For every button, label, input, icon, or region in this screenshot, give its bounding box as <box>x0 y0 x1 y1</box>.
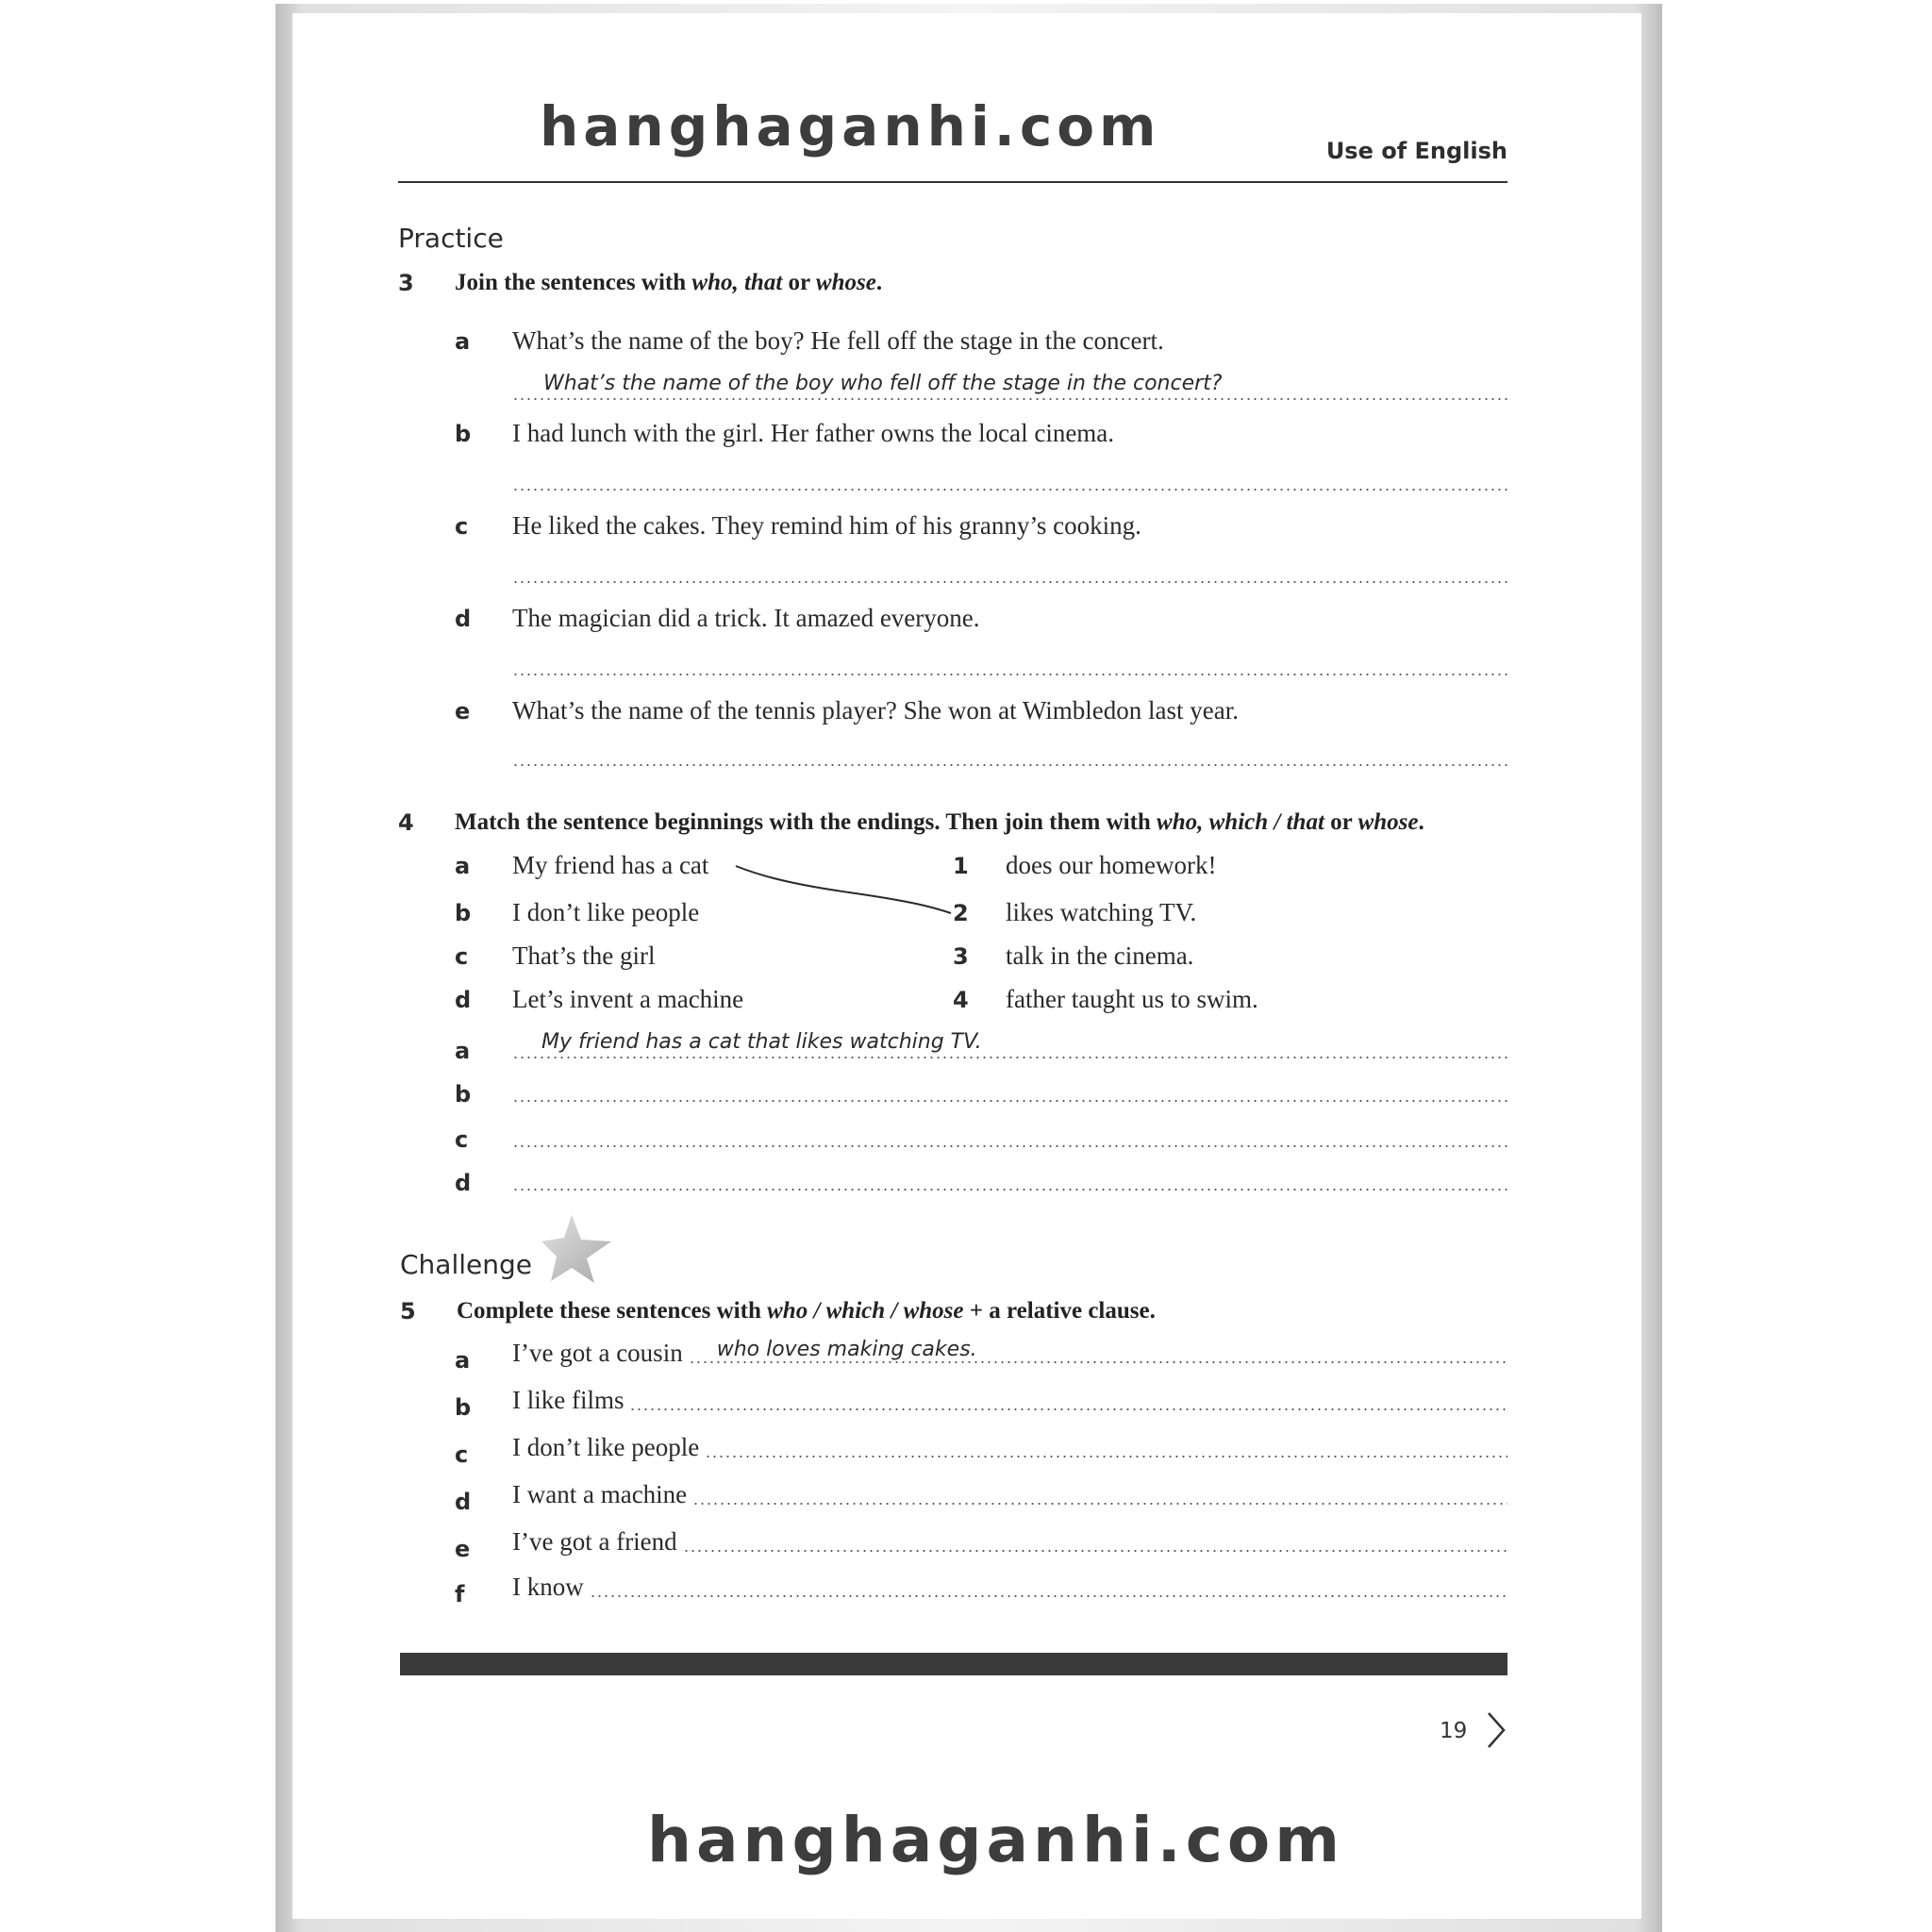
q5-stem-a: I’ve got a cousin <box>512 1339 683 1367</box>
watermark-bottom: hanghaganhi.com <box>647 1804 1344 1876</box>
q5-letter-c: c <box>455 1441 469 1468</box>
q5-stem-b: I like films <box>512 1386 625 1414</box>
q5-row-c[interactable] <box>512 1430 1507 1462</box>
watermark-top: hanghaganhi.com <box>540 94 1161 158</box>
q5-answer-line-b[interactable] <box>629 1408 1507 1410</box>
q3-letter-d: d <box>455 606 472 632</box>
header-section-label: Use of English <box>1325 138 1507 164</box>
q4-beginning-letter-a: a <box>455 853 471 879</box>
star-icon <box>541 1213 613 1285</box>
challenge-title: Challenge <box>400 1249 532 1280</box>
question-3-number: 3 <box>398 270 414 296</box>
q5-answer-line-a[interactable] <box>689 1338 1507 1363</box>
q5-letter-e: e <box>455 1536 471 1562</box>
q4-beginning-b: I don’t like people <box>512 898 700 926</box>
q4-beginning-d: Let’s invent a machine <box>512 985 744 1013</box>
q3-sentence-e: What’s the name of the tennis player? She won at Wimbledon last year. <box>512 696 1239 724</box>
q4-beginning-letter-b: b <box>455 900 472 926</box>
q4-ending-number-4: 4 <box>953 987 969 1013</box>
question-4-number: 4 <box>398 809 414 836</box>
q5-letter-d: d <box>455 1489 472 1515</box>
q5-stem-c: I don’t like people <box>512 1433 700 1461</box>
q4-beginning-letter-d: d <box>455 987 472 1013</box>
footer-bar <box>400 1653 1507 1675</box>
q3-handwritten-answer-a: What’s the name of the boy who fell off the stage in the concert? <box>543 372 1223 395</box>
q4-answer-letter-b: b <box>455 1081 472 1108</box>
q4-ending-number-2: 2 <box>953 900 969 926</box>
q5-row-e[interactable] <box>512 1524 1507 1557</box>
practice-title: Practice <box>398 223 504 254</box>
q5-answer-line-d[interactable] <box>692 1503 1507 1505</box>
q4-beginning-letter-c: c <box>455 943 469 970</box>
q5-handwritten-answer-a: who loves making cakes. <box>716 1338 977 1361</box>
q4-answer-letter-d: d <box>455 1170 472 1196</box>
q3-sentence-b: I had lunch with the girl. Her father owns the local cinema. <box>512 419 1115 447</box>
question-5-number: 5 <box>400 1298 416 1324</box>
q5-answer-line-e[interactable] <box>683 1550 1507 1552</box>
q5-answer-line-c[interactable] <box>705 1456 1507 1457</box>
q3-sentence-c: He liked the cakes. They remind him of his granny’s cooking. <box>512 511 1141 540</box>
q3-letter-b: b <box>455 421 472 447</box>
q5-row-f[interactable] <box>512 1570 1507 1602</box>
q4-beginning-c: That’s the girl <box>512 941 656 970</box>
q3-sentence-d: The magician did a trick. It amazed everyone. <box>512 604 980 632</box>
question-5-instruction: Complete these sentences with who / which / whose + a relative clause. <box>457 1298 1156 1324</box>
q4-beginning-a: My friend has a cat <box>512 851 709 879</box>
q4-ending-2: likes watching TV. <box>1006 898 1197 926</box>
chevron-right-icon[interactable] <box>1483 1709 1509 1751</box>
q5-letter-f: f <box>455 1581 465 1607</box>
q4-answer-line-d[interactable] <box>512 1189 1507 1191</box>
q4-handwritten-answer-a: My friend has a cat that likes watching TV. <box>541 1030 982 1054</box>
q5-row-a[interactable] <box>512 1336 1507 1368</box>
q4-ending-3: talk in the cinema. <box>1006 941 1194 970</box>
q5-stem-d: I want a machine <box>512 1480 688 1508</box>
question-4-instruction: Match the sentence beginnings with the endings. Then join them with who, which / that or whose. <box>455 809 1424 835</box>
q4-ending-number-3: 3 <box>953 943 969 970</box>
q4-answer-line-b[interactable] <box>512 1100 1507 1102</box>
page-number: 19 <box>1440 1719 1468 1743</box>
q5-answer-line-f[interactable] <box>590 1595 1507 1597</box>
q5-letter-b: b <box>455 1394 472 1421</box>
q4-answer-letter-c: c <box>455 1126 469 1153</box>
q5-row-b[interactable] <box>512 1383 1507 1415</box>
q3-sentence-a: What’s the name of the boy? He fell off the stage in the concert. <box>512 326 1164 355</box>
q3-letter-e: e <box>455 698 471 724</box>
q5-stem-e: I’ve got a friend <box>512 1527 677 1556</box>
q4-ending-1: does our homework! <box>1006 851 1217 879</box>
q5-stem-f: I know <box>512 1573 584 1601</box>
q4-answer-line-a[interactable] <box>512 1057 1507 1058</box>
q4-answer-letter-a: a <box>455 1038 471 1064</box>
q4-ending-number-1: 1 <box>953 853 969 879</box>
q4-ending-4: father taught us to swim. <box>1006 985 1258 1013</box>
q3-letter-a: a <box>455 328 471 355</box>
question-3-instruction: Join the sentences with who, that or whose. <box>455 270 883 295</box>
q3-letter-c: c <box>455 513 469 540</box>
q4-answer-line-c[interactable] <box>512 1145 1507 1147</box>
q5-row-d[interactable] <box>512 1477 1507 1509</box>
q5-letter-a: a <box>455 1347 471 1374</box>
